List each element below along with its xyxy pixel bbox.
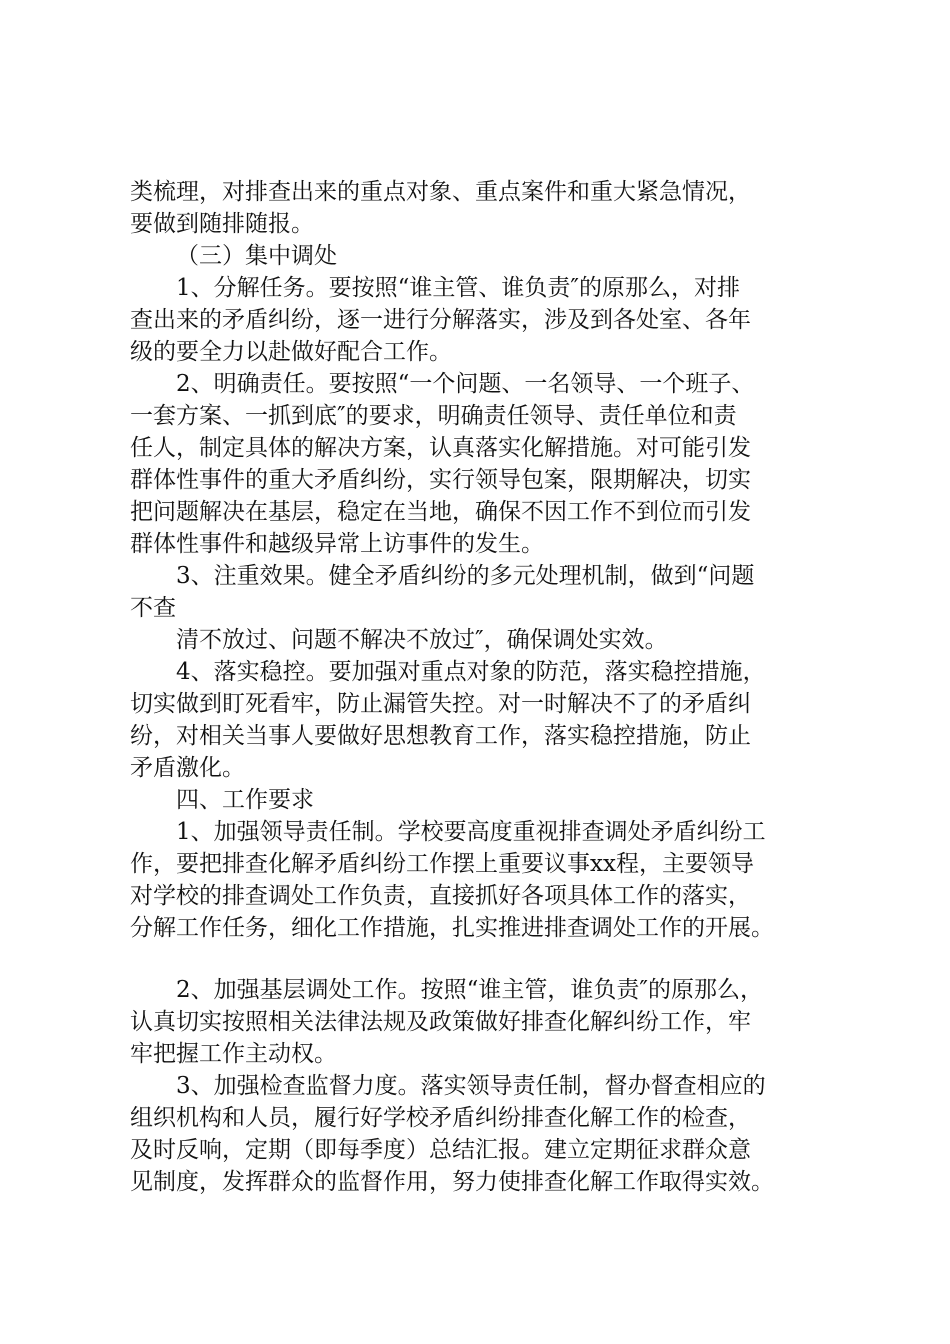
text-line: 牢把握工作主动权。 (130, 1041, 337, 1067)
text-line: 2、加强基层调处工作。按照“谁主管，谁负责″的原那么， (176, 977, 763, 1003)
text-line: 不查 (130, 595, 176, 621)
text-line: 分解工作任务，细化工作措施，扎实推进排查调处工作的开展。 (130, 915, 774, 941)
text-line: 纷，对相关当事人要做好思想教育工作，落实稳控措施，防止 (130, 723, 751, 749)
section-heading: 四、工作要求 (176, 787, 314, 813)
paragraph-gap (130, 944, 855, 974)
text-line: 认真切实按照相关法律法规及政策做好排查化解纠纷工作，牢 (130, 1009, 751, 1035)
text-line: 切实做到盯死看牢，防止漏管失控。对一时解决不了的矛盾纠 (130, 691, 751, 717)
text-line: 及时反响，定期（即每季度）总结汇报。建立定期征求群众意 (130, 1137, 751, 1163)
text-line: 任人，制定具体的解决方案，认真落实化解措施。对可能引发 (130, 435, 751, 461)
section-heading: （三）集中调处 (176, 243, 337, 269)
text-line: 组织机构和人员，履行好学校矛盾纠纷排查化解工作的检查， (130, 1105, 751, 1131)
text-line: 对学校的排查调处工作负责，直接抓好各项具体工作的落实， (130, 883, 751, 909)
text-line: 类梳理，对排查出来的重点对象、重点案件和重大紧急情况， (130, 179, 751, 205)
text-line: 矛盾激化。 (130, 755, 245, 781)
text-line: 1、加强领导责任制。学校要高度重视排查调处矛盾纠纷工 (176, 819, 766, 845)
text-line: 见制度，发挥群众的监督作用，努力使排查化解工作取得实效。 (130, 1169, 774, 1195)
text-line: 级的要全力以赴做好配合工作。 (130, 339, 452, 365)
text-line: 把问题解决在基层，稳定在当地，确保不因工作不到位而引发 (130, 499, 751, 525)
text-line: 3、加强检查监督力度。落实领导责任制，督办督查相应的 (176, 1073, 766, 1099)
document-page (130, 176, 855, 1198)
text-line: 4、落实稳控。要加强对重点对象的防范，落实稳控措施， (176, 659, 766, 685)
text-line: 3、注重效果。健全矛盾纠纷的多元处理机制，做到“问题 (176, 563, 755, 589)
text-line: 群体性事件的重大矛盾纠纷，实行领导包案，限期解决，切实 (130, 467, 751, 493)
text-line: 作，要把排查化解矛盾纠纷工作摆上重要议事xx程，主要领导 (130, 851, 754, 877)
text-line: 一套方案、一抓到底″的要求，明确责任领导、责任单位和责 (130, 403, 737, 429)
text-line: 清不放过、问题不解决不放过″，确保调处实效。 (176, 627, 668, 653)
text-line: 查出来的矛盾纠纷，逐一进行分解落实，涉及到各处室、各年 (130, 307, 751, 333)
text-line: 1、分解任务。要按照“谁主管、谁负责″的原那么，对排 (176, 275, 740, 301)
text-line: 2、明确责任。要按照“一个问题、一名领导、一个班子、 (176, 371, 755, 397)
text-line: 要做到随排随报。 (130, 211, 314, 237)
text-line: 群体性事件和越级异常上访事件的发生。 (130, 531, 544, 557)
